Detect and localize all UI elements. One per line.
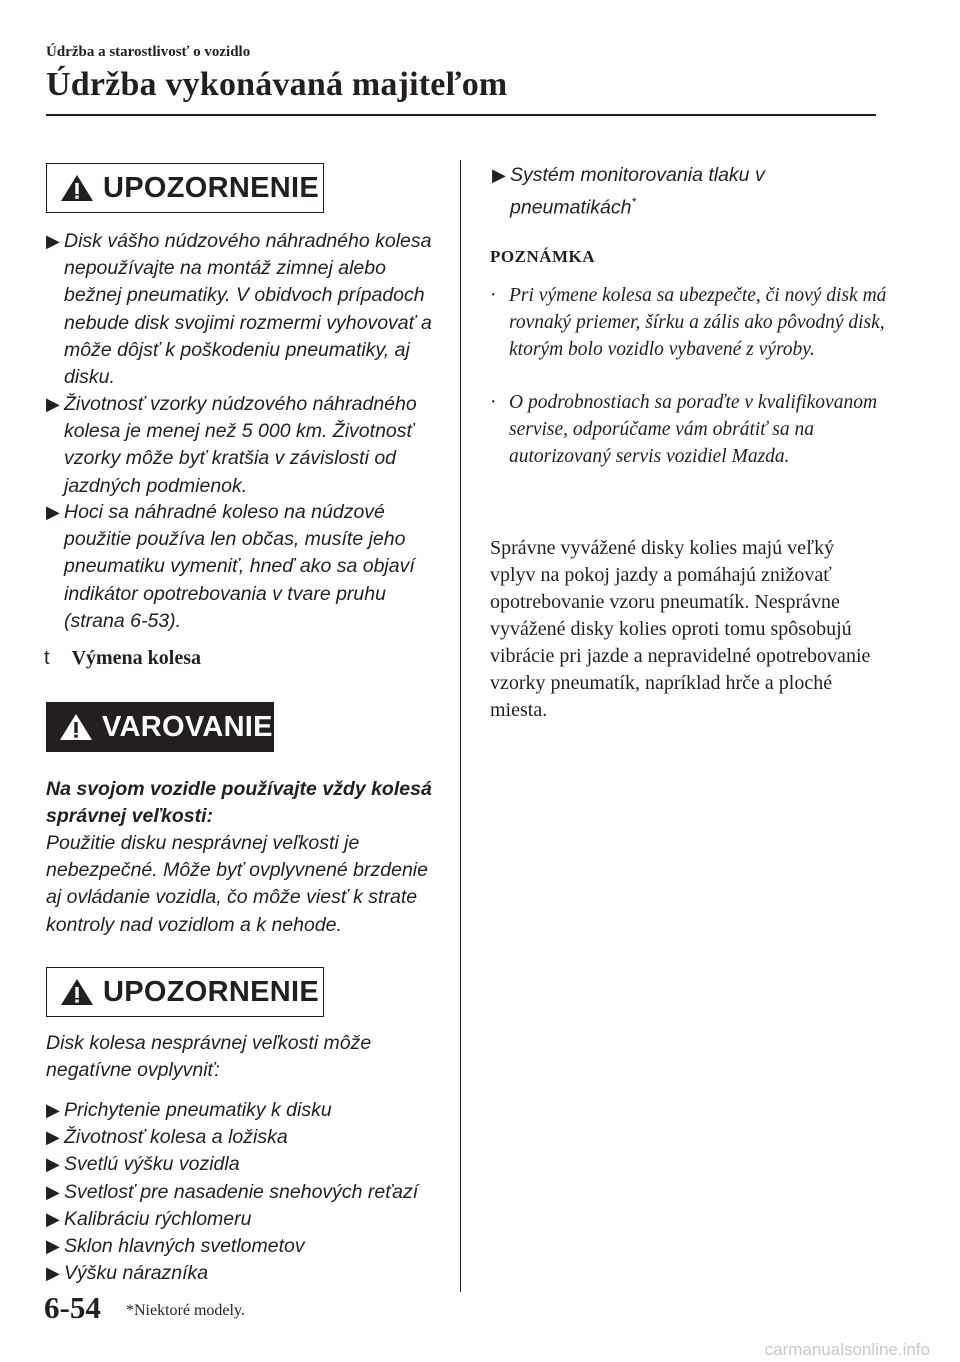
caution2-item-2: ▶ Životnosť kolesa a ložiska — [46, 1124, 446, 1151]
continued-item-text: Systém monitorovania tlaku v pneumatikách — [510, 164, 765, 219]
caution2-item-6: ▶ Sklon hlavných svetlometov — [46, 1233, 446, 1260]
footnote: *Niektoré modely. — [126, 1302, 245, 1319]
arrow-bullet-icon: ▶ — [492, 165, 506, 185]
section-symbol: t — [44, 647, 50, 669]
column-divider — [460, 160, 461, 1292]
arrow-bullet-icon: ▶ — [46, 1154, 60, 1174]
arrow-bullet-icon: ▶ — [46, 1100, 60, 1120]
caution-label-1: UPOZORNENIE — [103, 171, 319, 204]
body-paragraph: Správne vyvážené disky kolies majú veľký vplyv na pokoj jazdy a pomáhajú znižovať opotrebovanie vzoru pneumatík. Nesprávne vyvážené disky kolies oproti tomu spôsobujú vibrácie pri jazde a nepravidelné opotrebovanie vzorky pneumatík, napríklad hrče a ploché miesta. — [490, 537, 871, 721]
warning-label: VAROVANIE — [102, 710, 273, 743]
header-rule — [46, 114, 876, 116]
arrow-bullet-icon: ▶ — [46, 394, 60, 414]
section-heading — [44, 647, 201, 670]
arrow-bullet-icon: ▶ — [46, 1127, 60, 1147]
caution2-item-7: ▶ Výšku nárazníka — [46, 1260, 446, 1287]
caution2-item-3: ▶ Svetlú výšku vozidla — [46, 1151, 446, 1178]
caution2-intro: Disk kolesa nesprávnej veľkosti môže negatívne ovplyvniť: — [46, 1032, 372, 1082]
arrow-bullet-icon: ▶ — [46, 1236, 60, 1256]
caution1-item-2: ▶ Životnosť vzorky núdzového náhradného kolesa je menej než 5 000 km. Životnosť vzorky môže byť kratšia v závislosti od jazdných podmienok. — [46, 393, 417, 497]
caution2-item-1: ▶ Prichytenie pneumatiky k disku — [46, 1097, 446, 1124]
footnote-mark: * — [631, 195, 637, 210]
caution-box-1 — [46, 163, 324, 213]
note-heading: POZNÁMKA — [490, 247, 596, 266]
warning-bold-text: Na svojom vozidle používajte vždy kolesá správnej veľkosti: — [46, 778, 432, 828]
caution1-item-3: ▶ Hoci sa náhradné koleso na núdzové použitie používa len občas, musíte jeho pneumatiku vymeniť, hneď ako sa objaví indikátor opotrebovania v tvare pruhu (strana 6-53). — [46, 501, 415, 632]
continued-item — [492, 162, 782, 222]
arrow-bullet-icon: ▶ — [46, 502, 60, 522]
section-title: Výmena kolesa — [71, 647, 202, 669]
warning-text: Použitie disku nesprávnej veľkosti je nebezpečné. Môže byť ovplyvnené brzdenie aj ovládanie vozidla, čo môže viesť k strate kontroly nad vozidlom a k nehode. — [46, 832, 428, 936]
caution2-item-4: ▶ Svetlosť pre nasadenie snehových reťazí — [46, 1179, 446, 1206]
note-item-1: · Pri výmene kolesa sa ubezpečte, či nový disk má rovnaký priemer, šírku a zális ako pôvodný disk, ktorým bolo vozidlo vybavené z výroby. — [490, 285, 887, 360]
arrow-bullet-icon: ▶ — [46, 1263, 60, 1283]
warning-triangle-icon — [58, 712, 94, 742]
caution-box-2 — [46, 967, 324, 1017]
watermark: carmanualsonline.info — [764, 1340, 930, 1359]
warning-box — [46, 702, 274, 752]
dot-bullet-icon: · — [490, 392, 497, 413]
warning-triangle-icon — [59, 173, 95, 203]
arrow-bullet-icon: ▶ — [46, 1182, 60, 1202]
caution-label-2: UPOZORNENIE — [103, 975, 319, 1008]
arrow-bullet-icon: ▶ — [46, 231, 60, 251]
page-number: 6-54 — [44, 1290, 101, 1325]
caution1-item-1: ▶ Disk vášho núdzového náhradného kolesa nepoužívajte na montáž zimnej alebo bežnej pneumatiky. V obidvoch prípadoch nebude disk svojimi rozmermi vyhovovať a môže dôjsť k poškodeniu pneumatiky, aj disku. — [46, 230, 432, 389]
page-title: Údržba vykonávaná majiteľom — [46, 66, 508, 103]
warning-triangle-icon — [59, 977, 95, 1007]
note-item-2: · O podrobnostiach sa poraďte v kvalifikovanom servise, odporúčame vám obrátiť sa na autorizovaný servis vozidiel Mazda. — [490, 392, 878, 467]
dot-bullet-icon: · — [490, 285, 497, 306]
arrow-bullet-icon: ▶ — [46, 1209, 60, 1229]
caution2-item-5: ▶ Kalibráciu rýchlomeru — [46, 1206, 446, 1233]
breadcrumb: Údržba a starostlivosť o vozidlo — [46, 44, 251, 60]
